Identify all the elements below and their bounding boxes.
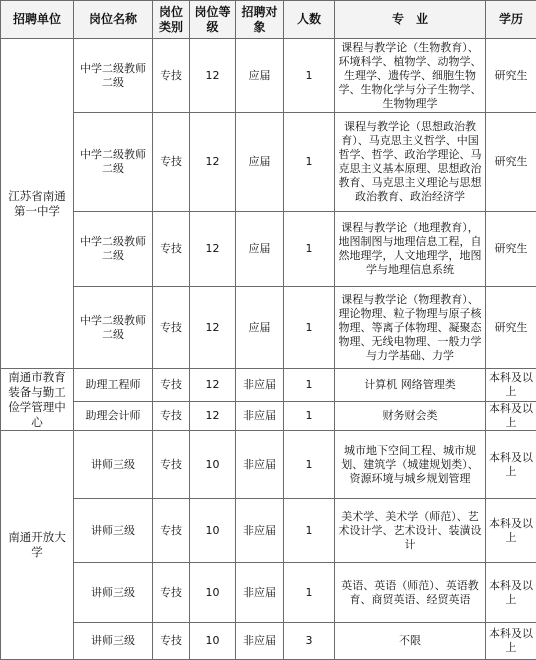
degree-cell: 本科及以上 [486, 499, 536, 563]
degree-cell: 本科及以上 [486, 623, 536, 660]
count-cell: 1 [284, 212, 335, 287]
major-cell: 课程与教学论（思想政治教育）、马克思主义哲学、中国哲学、哲学、政治学理论、马克思主义基本原理、思想政治教育、马克思主义理论与思想政治教育、政治经济学 [335, 113, 486, 212]
target-cell: 非应届 [236, 563, 284, 623]
level-cell: 12 [190, 369, 236, 402]
type-cell: 专技 [153, 499, 190, 563]
count-cell: 1 [284, 402, 335, 431]
count-cell: 1 [284, 563, 335, 623]
table-row [1, 563, 536, 623]
target-cell: 非应届 [236, 499, 284, 563]
table-row [1, 499, 536, 563]
level-cell: 10 [190, 499, 236, 563]
table-row [1, 113, 536, 212]
major-cell: 计算机 网络管理类 [335, 369, 486, 402]
position-cell: 助理会计师 [74, 402, 153, 431]
type-cell: 专技 [153, 113, 190, 212]
table-row [1, 39, 536, 113]
position-cell: 讲师三级 [74, 623, 153, 660]
degree-cell: 本科及以上 [486, 369, 536, 402]
target-cell: 非应届 [236, 623, 284, 660]
header-position-type: 岗位类别 [153, 1, 190, 39]
header-row [1, 1, 536, 39]
header-target: 招聘对象 [236, 1, 284, 39]
major-cell: 英语、英语（师范）、英语教育、商贸英语、经贸英语 [335, 563, 486, 623]
type-cell: 专技 [153, 287, 190, 369]
count-cell: 1 [284, 499, 335, 563]
count-cell: 3 [284, 623, 335, 660]
type-cell: 专技 [153, 212, 190, 287]
position-cell: 中学二级教师二级 [74, 287, 153, 369]
level-cell: 12 [190, 402, 236, 431]
count-cell: 1 [284, 431, 335, 499]
level-cell: 12 [190, 212, 236, 287]
header-position-name: 岗位名称 [74, 1, 153, 39]
position-cell: 中学二级教师二级 [74, 212, 153, 287]
count-cell: 1 [284, 39, 335, 113]
major-cell: 课程与教学论（生物教育）、环境科学、植物学、动物学、生理学、遗传学、细胞生物学、生物化学与分子生物学、生物物理学 [335, 39, 486, 113]
major-cell: 课程与教学论（物理教育）、理论物理、粒子物理与原子核物理、等离子体物理、凝聚态物理、无线电物理、一般力学与力学基础、力学 [335, 287, 486, 369]
level-cell: 10 [190, 563, 236, 623]
target-cell: 应届 [236, 113, 284, 212]
table-row [1, 402, 536, 431]
count-cell: 1 [284, 287, 335, 369]
target-cell: 非应届 [236, 369, 284, 402]
level-cell: 12 [190, 113, 236, 212]
type-cell: 专技 [153, 369, 190, 402]
type-cell: 专技 [153, 563, 190, 623]
level-cell: 12 [190, 287, 236, 369]
degree-cell: 本科及以上 [486, 402, 536, 431]
header-position-level: 岗位等级 [190, 1, 236, 39]
count-cell: 1 [284, 369, 335, 402]
position-cell: 讲师三级 [74, 431, 153, 499]
target-cell: 应届 [236, 212, 284, 287]
level-cell: 10 [190, 623, 236, 660]
target-cell: 非应届 [236, 431, 284, 499]
table-row [1, 623, 536, 660]
major-cell: 城市地下空间工程、城市规划、建筑学（城建规划类）、资源环境与城乡规划管理 [335, 431, 486, 499]
type-cell: 专技 [153, 402, 190, 431]
unit-cell: 南通开放大学 [1, 431, 74, 660]
table-row [1, 431, 536, 499]
position-cell: 助理工程师 [74, 369, 153, 402]
header-degree: 学历 [486, 1, 536, 39]
major-cell: 不限 [335, 623, 486, 660]
table-row [1, 369, 536, 402]
type-cell: 专技 [153, 431, 190, 499]
position-cell: 中学二级教师二级 [74, 39, 153, 113]
unit-cell: 江苏省南通第一中学 [1, 39, 74, 369]
degree-cell: 研究生 [486, 39, 536, 113]
major-cell: 课程与教学论（地理教育），地图制图与地理信息工程，自然地理学，人文地理学，地图学与地理信息系统 [335, 212, 486, 287]
degree-cell: 本科及以上 [486, 431, 536, 499]
degree-cell: 研究生 [486, 212, 536, 287]
degree-cell: 研究生 [486, 287, 536, 369]
header-count: 人数 [284, 1, 335, 39]
header-major: 专 业 [335, 1, 486, 39]
position-cell: 中学二级教师二级 [74, 113, 153, 212]
position-cell: 讲师三级 [74, 563, 153, 623]
degree-cell: 本科及以上 [486, 563, 536, 623]
major-cell: 美术学、美术学（师范）、艺术设计学、艺术设计、装潢设计 [335, 499, 486, 563]
type-cell: 专技 [153, 39, 190, 113]
type-cell: 专技 [153, 623, 190, 660]
header-unit: 招聘单位 [1, 1, 74, 39]
unit-cell: 南通市教育装备与勤工俭学管理中心 [1, 369, 74, 431]
degree-cell: 研究生 [486, 113, 536, 212]
major-cell: 财务财会类 [335, 402, 486, 431]
position-cell: 讲师三级 [74, 499, 153, 563]
target-cell: 非应届 [236, 402, 284, 431]
level-cell: 12 [190, 39, 236, 113]
target-cell: 应届 [236, 39, 284, 113]
count-cell: 1 [284, 113, 335, 212]
level-cell: 10 [190, 431, 236, 499]
table-row [1, 212, 536, 287]
table-row [1, 287, 536, 369]
target-cell: 应届 [236, 287, 284, 369]
